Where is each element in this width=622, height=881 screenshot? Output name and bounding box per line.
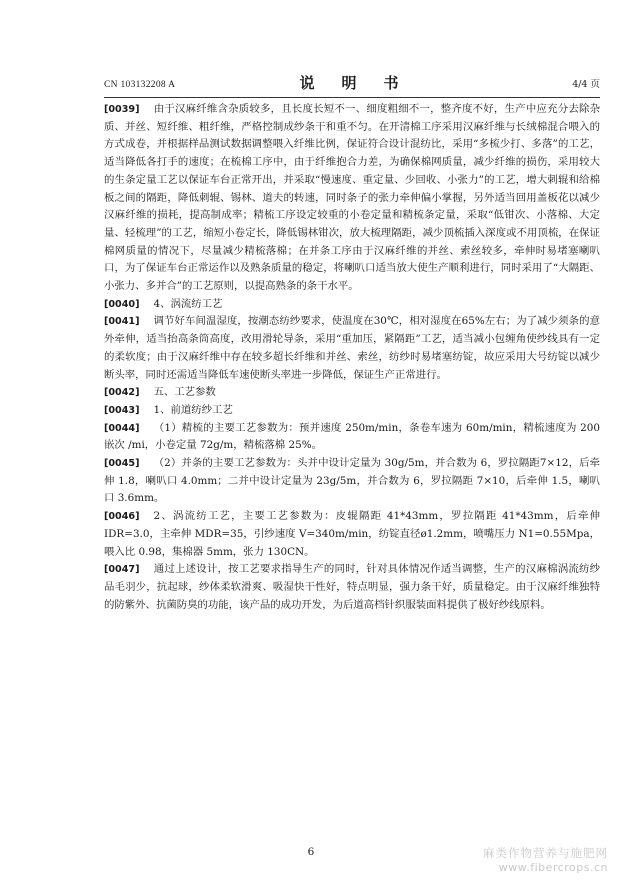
document-body — [104, 101, 600, 614]
watermark-url: www.fibercrops.cn — [498, 861, 608, 874]
paragraph-0046 — [104, 508, 600, 561]
watermark-site-name: 麻类作物营养与施肥网 — [483, 846, 608, 860]
publication-number: CN 103132208 A — [104, 80, 176, 90]
paragraph-0042 — [104, 384, 600, 402]
paragraph-0041 — [104, 313, 600, 384]
paragraph-text: 1、前道纺纱工艺 — [153, 403, 233, 416]
paragraph-tag: [0047] — [104, 564, 140, 576]
paragraph-0043 — [104, 402, 600, 420]
page-number: 6 — [307, 846, 315, 858]
paragraph-0047 — [104, 561, 600, 614]
paragraph-tag: [0040] — [104, 298, 140, 310]
paragraph-tag: [0039] — [104, 104, 140, 115]
paragraph-tag: [0046] — [104, 511, 140, 523]
paragraph-text: 调节好车间温湿度，按潮态纺纱要求，使温度在30℃，相对湿度在65%左右；为了减少须条的意外牵伸，适当抬高条筒高度，改用滑轮导条，采用“重加压，紧隔距”工艺，适当减小包缠角使纱线具有一定的柔软度；由于汉麻纤维中存在较多超长纤维和并丝、索丝，纺纱时易堵塞纺锭，故应采用大号纺锭以减少断头率，同时还需适当降低车速使断头率进一步降低，保证生产正常进行。 — [104, 315, 600, 381]
paragraph-text: 五、工艺参数 — [153, 386, 216, 399]
paragraph-tag: [0044] — [104, 422, 140, 434]
paragraph-text: （1）精梳的主要工艺参数为：预并速度 250m/min，条卷车速为 60m/min，精梳速度为 200 嵌次 /mi，小卷定量 72g/m，精梳落棉 25%。 — [104, 421, 600, 452]
paragraph-tag: [0042] — [104, 387, 140, 399]
page-indicator: 4/4 页 — [572, 79, 600, 90]
paragraph-text: （2）并条的主要工艺参数为：头并中设计定量为 30g/5m，并合数为 6，罗拉隔距7×12，后牵伸 1.8，喇叭口 4.0mm；二并中设计定量为 23g/5m，并合数为 6，罗拉隔距 7×10，后牵伸 1.5，喇叭口 3.6mm。 — [104, 457, 600, 505]
paragraph-tag: [0045] — [104, 458, 140, 470]
paragraph-0045 — [104, 455, 600, 508]
paragraph-tag: [0041] — [104, 316, 140, 328]
paragraph-0039 — [104, 101, 600, 296]
paragraph-0040 — [104, 296, 600, 314]
paragraph-0044 — [104, 420, 600, 455]
document-title: 说 明 书 — [299, 74, 405, 92]
header-rule — [104, 97, 600, 98]
paragraph-text: 通过上述设计，按工艺要求指导生产的同时，针对具体情况作适当调整，生产的汉麻棉涡流纺纱品毛羽少，抗起球，纱体柔软滑爽、吸湿快干性好，特点明显，强力条干好，质量稳定。由于汉麻纤维独特的防紫外、抗菌防臭的功能，该产品的成功开发，为后道高档针织服装面料提供了极好纱线原料。 — [104, 563, 600, 611]
paragraph-tag: [0043] — [104, 404, 140, 416]
watermark — [483, 845, 608, 874]
paragraph-text: 4、涡流纺工艺 — [153, 297, 223, 310]
page-header — [104, 75, 600, 95]
paragraph-text: 2、涡流纺工艺，主要工艺参数为：皮辊隔距 41*43mm，罗拉隔距 41*43mm，后牵伸 IDR=3.0，主牵伸 MDR=35，引纱速度 V=340m/min，纺锭直径ø1.2mm，喷嘴压力 N1=0.55Mpa，喂入比 0.98，集棉器 5mm，张力 130CN。 — [104, 510, 600, 558]
paragraph-text: 由于汉麻纤维含杂质较多，且长度长短不一、细度粗细不一，整齐度不好，生产中应充分去除杂质、并丝、短纤维、粗纤维，严格控制成纱条干和重不匀。在开清棉工序采用汉麻纤维与长绒棉混合喂入的方式成卷，并根据样品测试数据调整喂入纤维比例，保证符合设计混纺比，采用“多梳少打、多落”的工艺，适当降低各打手的速度；在梳棉工序中，由于纤维抱合力差，为确保棉网质量，减少纤维的损伤，采用较大的生条定量工艺以保证车台正常开出，并采取“慢速度、重定量、少回收、小张力”的工艺，增大刺辊和给棉板之间的隔距，降低刺辊、锡林、道夫的转速，同时条子的张力牵伸偏小掌握，另外适当回用盖板花以减少汉麻纤维的损耗，提高制成率；精梳工序设定较重的小卷定量和精梳条定量，采取“低钳次、小落棉、大定量、轻梳理”的工艺，缩短小卷定长，降低锡林钳次，放大梳理隔距，减少顶梳插入深度或不用顶梳，在保证棉网质量的情况下，尽量减少精梳落棉；在并条工序由于汉麻纤维的并丝、索丝较多，牵伸时易堵塞喇叭口，为了保证车台正常运作以及熟条质量的稳定，将喇叭口适当放大使生产顺利进行，同时采用了“大隔距、小张力、多并合”的工艺原则，以提高熟条的条干水平。 — [104, 103, 600, 293]
